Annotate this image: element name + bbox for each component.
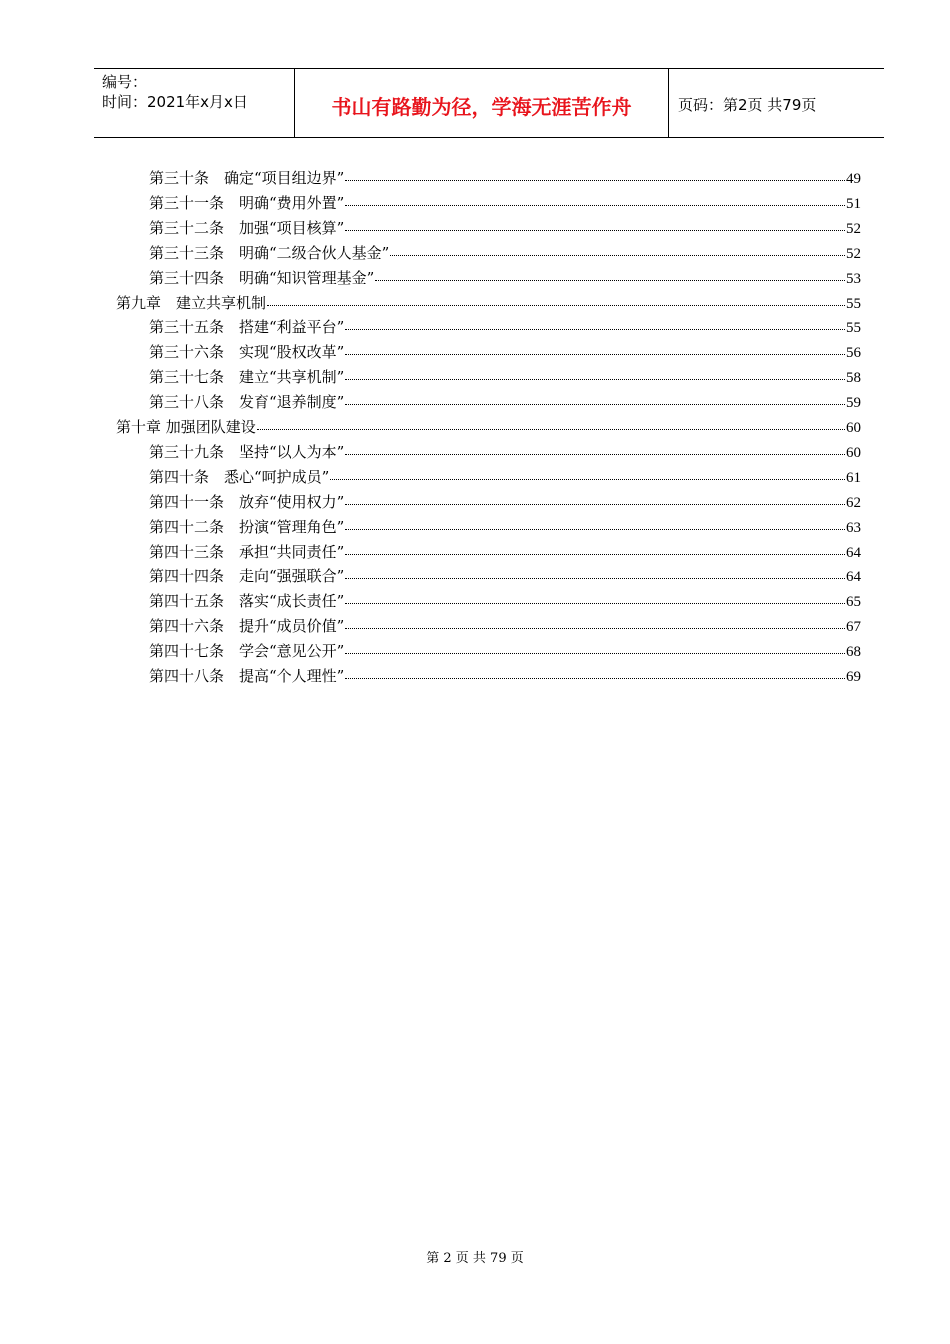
toc-entry-title: 第三十七条 建立“共享机制” (149, 368, 345, 387)
header-page-cell (668, 69, 884, 137)
toc-entry-title: 第三十条 确定“项目组边界” (149, 169, 345, 187)
toc-dot-leader (345, 553, 845, 555)
toc-entry-title: 第十章 加强团队建设 (116, 418, 256, 436)
toc-entry-title: 第三十二条 加强“项目核算” (149, 218, 345, 237)
toc-article-entry[interactable] (149, 242, 861, 267)
toc-dot-leader (345, 328, 845, 330)
toc-dot-leader (257, 428, 845, 430)
page-footer: 第 2 页 共 79 页 (426, 1251, 524, 1266)
toc-dot-leader (345, 503, 845, 505)
toc-entry-title: 第四十二条 扮演“管理角色” (149, 517, 345, 536)
toc-entry-title: 第四十三条 承担“共同责任” (149, 542, 345, 561)
toc-dot-leader (375, 279, 845, 281)
toc-entry-page-number: 55 (846, 320, 861, 337)
toc-dot-leader (345, 627, 845, 629)
toc-article-entry[interactable] (149, 565, 861, 590)
toc-article-entry[interactable] (149, 316, 861, 341)
toc-chapter-entry[interactable] (116, 292, 861, 317)
header-page-info: 页码：第2页 共79页 (678, 96, 817, 114)
toc-article-entry[interactable] (149, 541, 861, 566)
header-info-cell (94, 69, 294, 137)
toc-entry-title: 第三十九条 坚持“以人为本” (149, 442, 345, 461)
document-time-label: 时间：2021年x月x日 (102, 93, 248, 111)
toc-entry-page-number: 51 (846, 195, 861, 212)
toc-dot-leader (345, 403, 845, 405)
header-motto-cell (294, 69, 669, 137)
toc-entry-title: 第三十五条 搭建“利益平台” (149, 318, 345, 337)
document-number-label: 编号： (102, 73, 148, 91)
toc-entry-page-number: 55 (846, 295, 861, 312)
toc-dot-leader (345, 528, 845, 530)
toc-article-entry[interactable] (149, 466, 861, 491)
toc-article-entry[interactable] (149, 391, 861, 416)
toc-article-entry[interactable] (149, 516, 861, 541)
toc-entry-title: 第四十七条 学会“意见公开” (149, 642, 345, 661)
toc-dot-leader (330, 478, 845, 480)
toc-dot-leader (345, 179, 845, 181)
toc-article-entry[interactable] (149, 366, 861, 391)
toc-entry-title: 第四十六条 提升“成员价值” (149, 617, 345, 636)
toc-entry-page-number: 52 (846, 245, 861, 262)
toc-article-entry[interactable] (149, 491, 861, 516)
toc-dot-leader (267, 304, 845, 306)
toc-dot-leader (345, 577, 845, 579)
toc-entry-title: 第四十五条 落实“成长责任” (149, 592, 345, 611)
toc-article-entry[interactable] (149, 217, 861, 242)
toc-article-entry[interactable] (149, 267, 861, 292)
toc-dot-leader (345, 378, 845, 380)
toc-entry-page-number: 56 (846, 345, 861, 362)
toc-entry-title: 第三十一条 明确“费用外置” (149, 193, 345, 212)
page-header (94, 68, 884, 138)
toc-entry-title: 第三十三条 明确“二级合伙人基金” (149, 243, 390, 262)
toc-article-entry[interactable] (149, 640, 861, 665)
header-motto: 书山有路勤为径，学海无涯苦作舟 (331, 95, 632, 119)
toc-entry-page-number: 49 (846, 171, 861, 187)
toc-dot-leader (345, 602, 845, 604)
toc-entry-page-number: 60 (846, 444, 861, 461)
toc-dot-leader (345, 353, 845, 355)
toc-dot-leader (345, 229, 845, 231)
toc-entry-page-number: 67 (846, 619, 861, 636)
toc-entry-title: 第三十八条 发育“退养制度” (149, 393, 345, 412)
toc-dot-leader (345, 677, 845, 679)
toc-entry-title: 第三十四条 明确“知识管理基金” (149, 268, 375, 287)
toc-article-entry[interactable] (149, 167, 861, 192)
toc-article-entry[interactable] (149, 192, 861, 217)
toc-entry-page-number: 52 (846, 220, 861, 237)
toc-entry-page-number: 64 (846, 569, 861, 586)
toc-article-entry[interactable] (149, 590, 861, 615)
toc-entry-page-number: 59 (846, 395, 861, 412)
toc-article-entry[interactable] (149, 341, 861, 366)
toc-entry-page-number: 62 (846, 494, 861, 511)
toc-chapter-entry[interactable] (116, 416, 861, 441)
toc-entry-page-number: 60 (846, 420, 861, 436)
toc-entry-page-number: 58 (846, 370, 861, 387)
toc-dot-leader (345, 453, 845, 455)
toc-entry-title: 第四十四条 走向“强强联合” (149, 567, 345, 586)
toc-article-entry[interactable] (149, 665, 861, 690)
toc-entry-title: 第三十六条 实现“股权改革” (149, 343, 345, 362)
toc-entry-title: 第九章 建立共享机制 (116, 293, 267, 312)
toc-entry-title: 第四十八条 提高“个人理性” (149, 667, 345, 685)
toc-entry-page-number: 61 (846, 469, 861, 486)
toc-dot-leader (390, 254, 845, 256)
toc-entry-page-number: 65 (846, 594, 861, 611)
toc-entry-title: 第四十一条 放弃“使用权力” (149, 492, 345, 511)
toc-article-entry[interactable] (149, 441, 861, 466)
toc-dot-leader (345, 204, 845, 206)
toc-entry-page-number: 69 (846, 669, 861, 685)
toc-dot-leader (345, 652, 845, 654)
toc-entry-page-number: 64 (846, 544, 861, 561)
toc-entry-page-number: 68 (846, 644, 861, 661)
toc-entry-page-number: 53 (846, 270, 861, 287)
toc-entry-title: 第四十条 悉心“呵护成员” (149, 467, 330, 486)
toc-entry-page-number: 63 (846, 519, 861, 536)
toc-article-entry[interactable] (149, 615, 861, 640)
